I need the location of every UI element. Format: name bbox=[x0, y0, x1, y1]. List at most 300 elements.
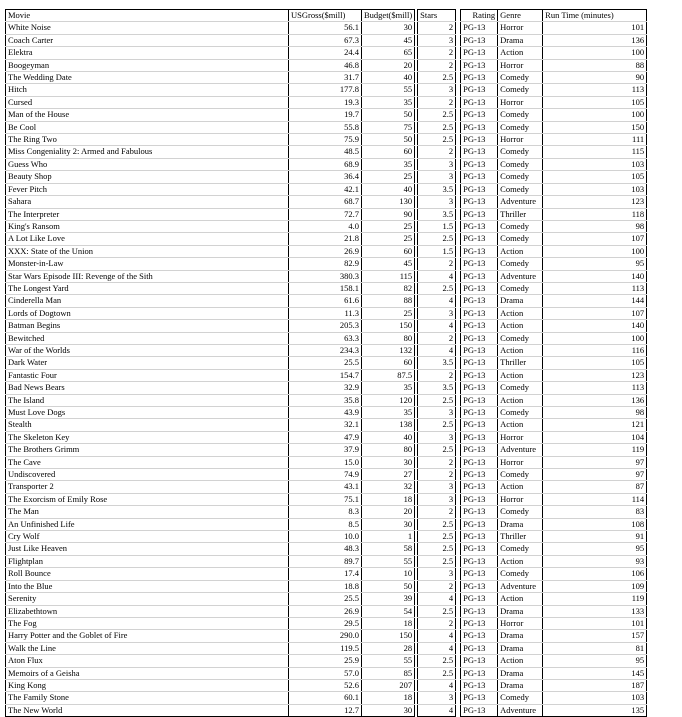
table-row bbox=[6, 444, 647, 456]
table-row bbox=[6, 543, 647, 555]
cell-budget: 25 bbox=[362, 220, 415, 232]
cell-stars: 3.5 bbox=[418, 357, 456, 369]
cell-genre: Drama bbox=[498, 642, 543, 654]
cell-run-time: 95 bbox=[543, 258, 647, 270]
cell-run-time: 103 bbox=[543, 158, 647, 170]
cell-rating: PG-13 bbox=[461, 679, 498, 691]
cell-run-time: 88 bbox=[543, 59, 647, 71]
cell-run-time: 113 bbox=[543, 84, 647, 96]
cell-movie: Flightplan bbox=[6, 555, 289, 567]
table-row bbox=[6, 134, 647, 146]
cell-stars: 4 bbox=[418, 295, 456, 307]
cell-us-gross: 37.9 bbox=[289, 444, 362, 456]
cell-budget: 60 bbox=[362, 357, 415, 369]
cell-stars: 2 bbox=[418, 332, 456, 344]
cell-budget: 10 bbox=[362, 568, 415, 580]
table-row bbox=[6, 555, 647, 567]
cell-movie: The Skeleton Key bbox=[6, 431, 289, 443]
cell-run-time: 101 bbox=[543, 22, 647, 34]
cell-run-time: 103 bbox=[543, 692, 647, 704]
cell-rating: PG-13 bbox=[461, 543, 498, 555]
cell-genre: Action bbox=[498, 394, 543, 406]
cell-genre: Comedy bbox=[498, 568, 543, 580]
cell-rating: PG-13 bbox=[461, 630, 498, 642]
cell-run-time: 103 bbox=[543, 183, 647, 195]
cell-budget: 85 bbox=[362, 667, 415, 679]
cell-rating: PG-13 bbox=[461, 431, 498, 443]
header-us-gross: USGross($mill) bbox=[289, 10, 362, 22]
cell-genre: Drama bbox=[498, 667, 543, 679]
table-row bbox=[6, 407, 647, 419]
table-row bbox=[6, 196, 647, 208]
cell-stars: 3.5 bbox=[418, 183, 456, 195]
cell-genre: Action bbox=[498, 555, 543, 567]
cell-run-time: 114 bbox=[543, 493, 647, 505]
cell-movie: The Fog bbox=[6, 617, 289, 629]
cell-us-gross: 25.5 bbox=[289, 357, 362, 369]
table-row bbox=[6, 72, 647, 84]
cell-run-time: 123 bbox=[543, 369, 647, 381]
cell-rating: PG-13 bbox=[461, 320, 498, 332]
cell-genre: Adventure bbox=[498, 704, 543, 716]
cell-us-gross: 234.3 bbox=[289, 344, 362, 356]
cell-budget: 65 bbox=[362, 47, 415, 59]
table-row bbox=[6, 369, 647, 381]
cell-run-time: 87 bbox=[543, 481, 647, 493]
table-row bbox=[6, 320, 647, 332]
cell-genre: Action bbox=[498, 320, 543, 332]
cell-genre: Comedy bbox=[498, 158, 543, 170]
cell-rating: PG-13 bbox=[461, 295, 498, 307]
cell-genre: Horror bbox=[498, 59, 543, 71]
cell-stars: 2.5 bbox=[418, 109, 456, 121]
cell-rating: PG-13 bbox=[461, 493, 498, 505]
cell-budget: 30 bbox=[362, 704, 415, 716]
cell-movie: Cry Wolf bbox=[6, 531, 289, 543]
cell-rating: PG-13 bbox=[461, 22, 498, 34]
cell-genre: Comedy bbox=[498, 282, 543, 294]
cell-rating: PG-13 bbox=[461, 183, 498, 195]
cell-stars: 2.5 bbox=[418, 134, 456, 146]
cell-genre: Comedy bbox=[498, 220, 543, 232]
cell-genre: Action bbox=[498, 369, 543, 381]
cell-stars: 2.5 bbox=[418, 444, 456, 456]
cell-genre: Action bbox=[498, 245, 543, 257]
cell-budget: 60 bbox=[362, 245, 415, 257]
cell-genre: Comedy bbox=[498, 171, 543, 183]
cell-rating: PG-13 bbox=[461, 407, 498, 419]
cell-budget: 25 bbox=[362, 233, 415, 245]
cell-genre: Comedy bbox=[498, 258, 543, 270]
cell-genre: Adventure bbox=[498, 270, 543, 282]
cell-us-gross: 21.8 bbox=[289, 233, 362, 245]
cell-run-time: 91 bbox=[543, 531, 647, 543]
table-row bbox=[6, 617, 647, 629]
cell-rating: PG-13 bbox=[461, 59, 498, 71]
cell-movie: The Brothers Grimm bbox=[6, 444, 289, 456]
cell-us-gross: 290.0 bbox=[289, 630, 362, 642]
cell-run-time: 105 bbox=[543, 357, 647, 369]
cell-genre: Comedy bbox=[498, 109, 543, 121]
cell-stars: 1.5 bbox=[418, 245, 456, 257]
cell-us-gross: 17.4 bbox=[289, 568, 362, 580]
cell-rating: PG-13 bbox=[461, 444, 498, 456]
table-row bbox=[6, 171, 647, 183]
table-row bbox=[6, 469, 647, 481]
cell-stars: 2.5 bbox=[418, 543, 456, 555]
cell-us-gross: 18.8 bbox=[289, 580, 362, 592]
cell-run-time: 121 bbox=[543, 419, 647, 431]
table-row bbox=[6, 183, 647, 195]
header-budget: Budget($mill) bbox=[362, 10, 415, 22]
cell-run-time: 95 bbox=[543, 543, 647, 555]
cell-us-gross: 15.0 bbox=[289, 456, 362, 468]
cell-run-time: 144 bbox=[543, 295, 647, 307]
cell-rating: PG-13 bbox=[461, 47, 498, 59]
cell-stars: 3 bbox=[418, 493, 456, 505]
cell-genre: Thriller bbox=[498, 357, 543, 369]
cell-us-gross: 42.1 bbox=[289, 183, 362, 195]
header-genre: Genre bbox=[498, 10, 543, 22]
cell-movie: A Lot Like Love bbox=[6, 233, 289, 245]
cell-movie: XXX: State of the Union bbox=[6, 245, 289, 257]
cell-rating: PG-13 bbox=[461, 332, 498, 344]
cell-us-gross: 36.4 bbox=[289, 171, 362, 183]
table-row bbox=[6, 394, 647, 406]
cell-us-gross: 43.1 bbox=[289, 481, 362, 493]
table-row bbox=[6, 96, 647, 108]
cell-movie: Fever Pitch bbox=[6, 183, 289, 195]
cell-movie: Undiscovered bbox=[6, 469, 289, 481]
table-row bbox=[6, 679, 647, 691]
table-row bbox=[6, 344, 647, 356]
cell-stars: 3 bbox=[418, 171, 456, 183]
table-row bbox=[6, 531, 647, 543]
cell-us-gross: 10.0 bbox=[289, 531, 362, 543]
cell-run-time: 104 bbox=[543, 431, 647, 443]
cell-movie: The Longest Yard bbox=[6, 282, 289, 294]
cell-movie: Be Cool bbox=[6, 121, 289, 133]
cell-us-gross: 12.7 bbox=[289, 704, 362, 716]
cell-us-gross: 74.9 bbox=[289, 469, 362, 481]
cell-run-time: 118 bbox=[543, 208, 647, 220]
cell-genre: Horror bbox=[498, 22, 543, 34]
cell-budget: 55 bbox=[362, 84, 415, 96]
table-row bbox=[6, 568, 647, 580]
cell-rating: PG-13 bbox=[461, 593, 498, 605]
table-row bbox=[6, 47, 647, 59]
cell-movie: Lords of Dogtown bbox=[6, 307, 289, 319]
cell-stars: 2.5 bbox=[418, 667, 456, 679]
cell-stars: 2.5 bbox=[418, 419, 456, 431]
cell-budget: 20 bbox=[362, 59, 415, 71]
cell-run-time: 187 bbox=[543, 679, 647, 691]
cell-stars: 4 bbox=[418, 593, 456, 605]
cell-budget: 75 bbox=[362, 121, 415, 133]
table-row bbox=[6, 518, 647, 530]
cell-run-time: 100 bbox=[543, 47, 647, 59]
table-row bbox=[6, 22, 647, 34]
cell-genre: Comedy bbox=[498, 332, 543, 344]
cell-genre: Comedy bbox=[498, 233, 543, 245]
cell-run-time: 135 bbox=[543, 704, 647, 716]
cell-genre: Drama bbox=[498, 679, 543, 691]
cell-stars: 2 bbox=[418, 469, 456, 481]
cell-stars: 2 bbox=[418, 47, 456, 59]
cell-stars: 2.5 bbox=[418, 121, 456, 133]
cell-genre: Horror bbox=[498, 96, 543, 108]
cell-run-time: 105 bbox=[543, 171, 647, 183]
cell-stars: 3 bbox=[418, 196, 456, 208]
cell-movie: Beauty Shop bbox=[6, 171, 289, 183]
cell-budget: 28 bbox=[362, 642, 415, 654]
cell-rating: PG-13 bbox=[461, 655, 498, 667]
table-row bbox=[6, 270, 647, 282]
cell-run-time: 119 bbox=[543, 593, 647, 605]
cell-us-gross: 82.9 bbox=[289, 258, 362, 270]
cell-genre: Horror bbox=[498, 456, 543, 468]
table-row bbox=[6, 481, 647, 493]
cell-budget: 88 bbox=[362, 295, 415, 307]
cell-movie: The Family Stone bbox=[6, 692, 289, 704]
cell-stars: 3 bbox=[418, 158, 456, 170]
cell-rating: PG-13 bbox=[461, 121, 498, 133]
cell-run-time: 140 bbox=[543, 320, 647, 332]
cell-run-time: 145 bbox=[543, 667, 647, 679]
cell-budget: 18 bbox=[362, 493, 415, 505]
cell-rating: PG-13 bbox=[461, 220, 498, 232]
cell-us-gross: 52.6 bbox=[289, 679, 362, 691]
cell-rating: PG-13 bbox=[461, 481, 498, 493]
cell-us-gross: 4.0 bbox=[289, 220, 362, 232]
cell-budget: 1 bbox=[362, 531, 415, 543]
cell-stars: 3 bbox=[418, 307, 456, 319]
cell-movie: Sahara bbox=[6, 196, 289, 208]
cell-stars: 2.5 bbox=[418, 655, 456, 667]
cell-us-gross: 177.8 bbox=[289, 84, 362, 96]
cell-run-time: 101 bbox=[543, 617, 647, 629]
cell-stars: 3 bbox=[418, 568, 456, 580]
cell-genre: Comedy bbox=[498, 72, 543, 84]
cell-movie: Guess Who bbox=[6, 158, 289, 170]
cell-genre: Action bbox=[498, 593, 543, 605]
cell-budget: 82 bbox=[362, 282, 415, 294]
cell-budget: 55 bbox=[362, 655, 415, 667]
cell-movie: Star Wars Episode III: Revenge of the Sith bbox=[6, 270, 289, 282]
cell-run-time: 95 bbox=[543, 655, 647, 667]
cell-genre: Adventure bbox=[498, 196, 543, 208]
cell-budget: 130 bbox=[362, 196, 415, 208]
table-row bbox=[6, 59, 647, 71]
cell-genre: Comedy bbox=[498, 543, 543, 555]
table-row bbox=[6, 692, 647, 704]
cell-stars: 3 bbox=[418, 34, 456, 46]
table-row bbox=[6, 233, 647, 245]
cell-stars: 2 bbox=[418, 96, 456, 108]
table-row bbox=[6, 593, 647, 605]
cell-budget: 25 bbox=[362, 307, 415, 319]
cell-rating: PG-13 bbox=[461, 667, 498, 679]
cell-run-time: 109 bbox=[543, 580, 647, 592]
cell-rating: PG-13 bbox=[461, 568, 498, 580]
cell-us-gross: 35.8 bbox=[289, 394, 362, 406]
cell-stars: 4 bbox=[418, 630, 456, 642]
cell-stars: 2 bbox=[418, 617, 456, 629]
cell-us-gross: 24.4 bbox=[289, 47, 362, 59]
cell-movie: The Wedding Date bbox=[6, 72, 289, 84]
cell-movie: Harry Potter and the Goblet of Fire bbox=[6, 630, 289, 642]
cell-budget: 87.5 bbox=[362, 369, 415, 381]
cell-genre: Comedy bbox=[498, 183, 543, 195]
cell-genre: Comedy bbox=[498, 407, 543, 419]
cell-budget: 35 bbox=[362, 158, 415, 170]
cell-budget: 32 bbox=[362, 481, 415, 493]
cell-genre: Comedy bbox=[498, 382, 543, 394]
cell-run-time: 115 bbox=[543, 146, 647, 158]
header-stars: Stars bbox=[418, 10, 456, 22]
cell-genre: Drama bbox=[498, 518, 543, 530]
cell-budget: 40 bbox=[362, 431, 415, 443]
cell-run-time: 150 bbox=[543, 121, 647, 133]
header-rating: Rating bbox=[461, 10, 498, 22]
table-row bbox=[6, 506, 647, 518]
cell-budget: 115 bbox=[362, 270, 415, 282]
cell-stars: 4 bbox=[418, 704, 456, 716]
cell-movie: Memoirs of a Geisha bbox=[6, 667, 289, 679]
cell-us-gross: 26.9 bbox=[289, 245, 362, 257]
cell-stars: 2 bbox=[418, 456, 456, 468]
cell-movie: Into the Blue bbox=[6, 580, 289, 592]
table-row bbox=[6, 655, 647, 667]
cell-us-gross: 43.9 bbox=[289, 407, 362, 419]
cell-stars: 2 bbox=[418, 580, 456, 592]
cell-movie: Cinderella Man bbox=[6, 295, 289, 307]
cell-movie: An Unfinished Life bbox=[6, 518, 289, 530]
cell-run-time: 111 bbox=[543, 134, 647, 146]
cell-movie: Hitch bbox=[6, 84, 289, 96]
cell-stars: 2.5 bbox=[418, 518, 456, 530]
cell-movie: Walk the Line bbox=[6, 642, 289, 654]
cell-budget: 40 bbox=[362, 183, 415, 195]
cell-us-gross: 205.3 bbox=[289, 320, 362, 332]
cell-us-gross: 11.3 bbox=[289, 307, 362, 319]
cell-movie: The Island bbox=[6, 394, 289, 406]
cell-run-time: 107 bbox=[543, 307, 647, 319]
cell-genre: Action bbox=[498, 419, 543, 431]
cell-budget: 20 bbox=[362, 506, 415, 518]
cell-budget: 25 bbox=[362, 171, 415, 183]
header-movie: Movie bbox=[6, 10, 289, 22]
cell-movie: The Exorcism of Emily Rose bbox=[6, 493, 289, 505]
cell-us-gross: 8.5 bbox=[289, 518, 362, 530]
cell-us-gross: 60.1 bbox=[289, 692, 362, 704]
cell-genre: Horror bbox=[498, 493, 543, 505]
cell-budget: 54 bbox=[362, 605, 415, 617]
cell-stars: 1.5 bbox=[418, 220, 456, 232]
cell-movie: The Cave bbox=[6, 456, 289, 468]
cell-stars: 2.5 bbox=[418, 531, 456, 543]
cell-stars: 3 bbox=[418, 407, 456, 419]
table-row bbox=[6, 258, 647, 270]
cell-stars: 3.5 bbox=[418, 208, 456, 220]
cell-run-time: 98 bbox=[543, 220, 647, 232]
cell-us-gross: 48.3 bbox=[289, 543, 362, 555]
cell-run-time: 97 bbox=[543, 469, 647, 481]
cell-movie: Cursed bbox=[6, 96, 289, 108]
cell-budget: 35 bbox=[362, 382, 415, 394]
cell-movie: Must Love Dogs bbox=[6, 407, 289, 419]
cell-us-gross: 158.1 bbox=[289, 282, 362, 294]
cell-budget: 120 bbox=[362, 394, 415, 406]
cell-us-gross: 68.9 bbox=[289, 158, 362, 170]
cell-us-gross: 61.6 bbox=[289, 295, 362, 307]
cell-rating: PG-13 bbox=[461, 208, 498, 220]
cell-rating: PG-13 bbox=[461, 196, 498, 208]
table-row bbox=[6, 109, 647, 121]
cell-budget: 50 bbox=[362, 134, 415, 146]
cell-genre: Thriller bbox=[498, 531, 543, 543]
cell-run-time: 93 bbox=[543, 555, 647, 567]
cell-us-gross: 31.7 bbox=[289, 72, 362, 84]
cell-run-time: 113 bbox=[543, 282, 647, 294]
cell-rating: PG-13 bbox=[461, 580, 498, 592]
cell-us-gross: 56.1 bbox=[289, 22, 362, 34]
cell-rating: PG-13 bbox=[461, 344, 498, 356]
cell-movie: Man of the House bbox=[6, 109, 289, 121]
cell-movie: Monster-in-Law bbox=[6, 258, 289, 270]
cell-us-gross: 72.7 bbox=[289, 208, 362, 220]
cell-us-gross: 25.9 bbox=[289, 655, 362, 667]
cell-movie: King Kong bbox=[6, 679, 289, 691]
cell-us-gross: 46.8 bbox=[289, 59, 362, 71]
cell-genre: Action bbox=[498, 307, 543, 319]
cell-rating: PG-13 bbox=[461, 531, 498, 543]
cell-rating: PG-13 bbox=[461, 456, 498, 468]
table-row bbox=[6, 605, 647, 617]
cell-us-gross: 68.7 bbox=[289, 196, 362, 208]
cell-run-time: 113 bbox=[543, 382, 647, 394]
cell-rating: PG-13 bbox=[461, 34, 498, 46]
cell-rating: PG-13 bbox=[461, 469, 498, 481]
cell-run-time: 105 bbox=[543, 96, 647, 108]
cell-rating: PG-13 bbox=[461, 692, 498, 704]
cell-budget: 55 bbox=[362, 555, 415, 567]
cell-budget: 45 bbox=[362, 34, 415, 46]
cell-rating: PG-13 bbox=[461, 642, 498, 654]
cell-stars: 4 bbox=[418, 642, 456, 654]
cell-stars: 2.5 bbox=[418, 555, 456, 567]
cell-genre: Comedy bbox=[498, 121, 543, 133]
cell-genre: Comedy bbox=[498, 146, 543, 158]
cell-us-gross: 55.8 bbox=[289, 121, 362, 133]
movie-data-table bbox=[5, 9, 647, 717]
cell-budget: 18 bbox=[362, 617, 415, 629]
cell-rating: PG-13 bbox=[461, 270, 498, 282]
cell-rating: PG-13 bbox=[461, 233, 498, 245]
cell-rating: PG-13 bbox=[461, 704, 498, 716]
cell-us-gross: 29.5 bbox=[289, 617, 362, 629]
cell-genre: Horror bbox=[498, 431, 543, 443]
cell-rating: PG-13 bbox=[461, 84, 498, 96]
cell-rating: PG-13 bbox=[461, 307, 498, 319]
cell-rating: PG-13 bbox=[461, 96, 498, 108]
cell-genre: Action bbox=[498, 344, 543, 356]
cell-budget: 50 bbox=[362, 580, 415, 592]
cell-budget: 138 bbox=[362, 419, 415, 431]
cell-movie: Roll Bounce bbox=[6, 568, 289, 580]
cell-movie: Just Like Heaven bbox=[6, 543, 289, 555]
cell-genre: Thriller bbox=[498, 208, 543, 220]
